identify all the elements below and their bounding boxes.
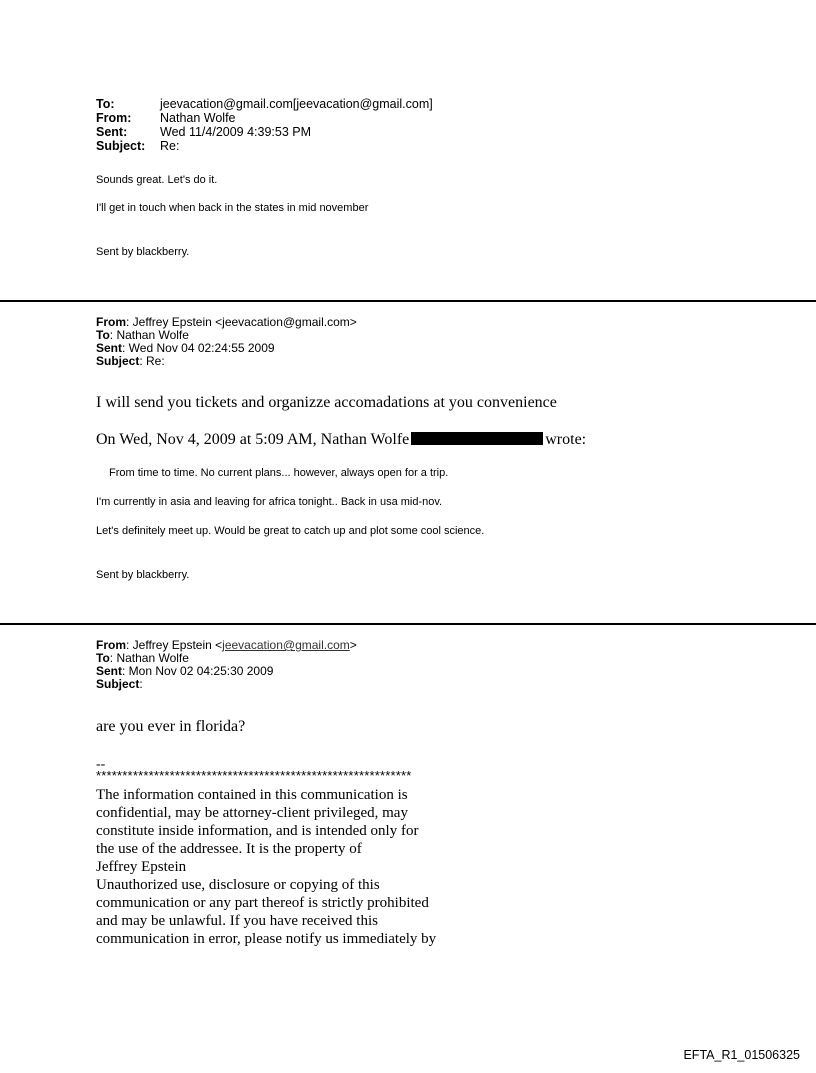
separator-rule-1 bbox=[0, 300, 816, 302]
msg3-from-email-link[interactable]: jeevacation@gmail.com bbox=[222, 638, 350, 652]
msg2-from-label: From bbox=[96, 315, 126, 329]
msg1-to-label: To: bbox=[96, 97, 115, 111]
msg3-subject-label: Subject bbox=[96, 677, 140, 691]
msg3-sent-label: Sent bbox=[96, 664, 123, 678]
disclaimer-block bbox=[96, 786, 436, 948]
disclaimer-line: confidential, may be attorney-client privileged, may bbox=[96, 805, 408, 821]
msg1-from-value: Nathan Wolfe bbox=[160, 111, 236, 125]
msg1-subject-value: Re: bbox=[160, 139, 180, 153]
msg2-body: I will send you tickets and organizze accomadations at you convenience bbox=[96, 394, 557, 411]
msg1-sent-label: Sent: bbox=[96, 125, 128, 139]
document-id-footer: EFTA_R1_01506325 bbox=[683, 1048, 800, 1062]
msg3-signature-dashes: -- bbox=[96, 757, 106, 772]
msg3-subject-row bbox=[96, 678, 143, 691]
msg2-subject-label: Subject bbox=[96, 354, 140, 368]
msg2-quote-intro bbox=[96, 431, 586, 449]
msg3-subject-value: : bbox=[139, 677, 143, 691]
msg3-star-divider: ************************************************************ bbox=[96, 768, 412, 783]
msg2-subject-value: : Re: bbox=[139, 354, 165, 368]
msg3-to-value: : Nathan Wolfe bbox=[109, 651, 189, 665]
msg1-signature: Sent by blackberry. bbox=[96, 246, 190, 258]
msg2-to-label: To bbox=[96, 328, 110, 342]
separator-rule-2 bbox=[0, 623, 816, 625]
disclaimer-line: Unauthorized use, disclosure or copying of this bbox=[96, 877, 380, 893]
msg2-quote-intro-wrote: wrote: bbox=[545, 431, 587, 448]
msg1-sent-row bbox=[96, 125, 311, 139]
msg2-quoted-line-3: Let's definitely meet up. Would be great to catch up and plot some cool science. bbox=[96, 525, 485, 537]
msg3-body: are you ever in florida? bbox=[96, 718, 246, 735]
msg1-to-value: jeevacation@gmail.com[jeevacation@gmail.com] bbox=[160, 97, 433, 111]
msg1-to-row bbox=[96, 97, 433, 111]
msg3-from-prefix: : Jeffrey Epstein < bbox=[126, 638, 223, 652]
msg1-from-row bbox=[96, 111, 236, 125]
disclaimer-line: and may be unlawful. If you have received this bbox=[96, 913, 378, 929]
msg3-from-label: From bbox=[96, 638, 126, 652]
msg2-sent-value: : Wed Nov 04 02:24:55 2009 bbox=[122, 341, 275, 355]
msg2-quoted-line-2: I'm currently in asia and leaving for africa tonight.. Back in usa mid-nov. bbox=[96, 496, 443, 508]
msg1-from-label: From: bbox=[96, 111, 132, 125]
disclaimer-line: communication or any part thereof is strictly prohibited bbox=[96, 895, 429, 911]
msg2-subject-row bbox=[96, 355, 165, 368]
msg2-signature: Sent by blackberry. bbox=[96, 569, 190, 581]
msg2-quote-intro-text: On Wed, Nov 4, 2009 at 5:09 AM, Nathan Wolfe bbox=[96, 431, 410, 448]
msg3-to-label: To bbox=[96, 651, 110, 665]
msg1-subject-row bbox=[96, 139, 179, 153]
disclaimer-line: constitute inside information, and is intended only for bbox=[96, 823, 419, 839]
msg1-body-line-1: Sounds great. Let's do it. bbox=[96, 174, 218, 186]
disclaimer-line: The information contained in this communication is bbox=[96, 787, 408, 803]
msg3-sent-value: : Mon Nov 02 04:25:30 2009 bbox=[122, 664, 274, 678]
msg1-subject-label: Subject: bbox=[96, 139, 146, 153]
redaction-block bbox=[411, 432, 543, 445]
disclaimer-line: communication in error, please notify us immediately by bbox=[96, 931, 437, 947]
msg1-body-line-2: I'll get in touch when back in the states in mid november bbox=[96, 202, 369, 214]
msg2-to-value: : Nathan Wolfe bbox=[109, 328, 189, 342]
msg2-sent-label: Sent bbox=[96, 341, 123, 355]
msg2-from-value: : Jeffrey Epstein <jeevacation@gmail.com> bbox=[126, 315, 357, 329]
disclaimer-line: the use of the addressee. It is the property of bbox=[96, 841, 362, 857]
msg1-sent-value: Wed 11/4/2009 4:39:53 PM bbox=[160, 125, 312, 139]
disclaimer-line: Jeffrey Epstein bbox=[96, 859, 187, 875]
msg2-quoted-line-1: From time to time. No current plans... however, always open for a trip. bbox=[109, 467, 449, 479]
msg3-from-suffix: > bbox=[349, 638, 357, 652]
